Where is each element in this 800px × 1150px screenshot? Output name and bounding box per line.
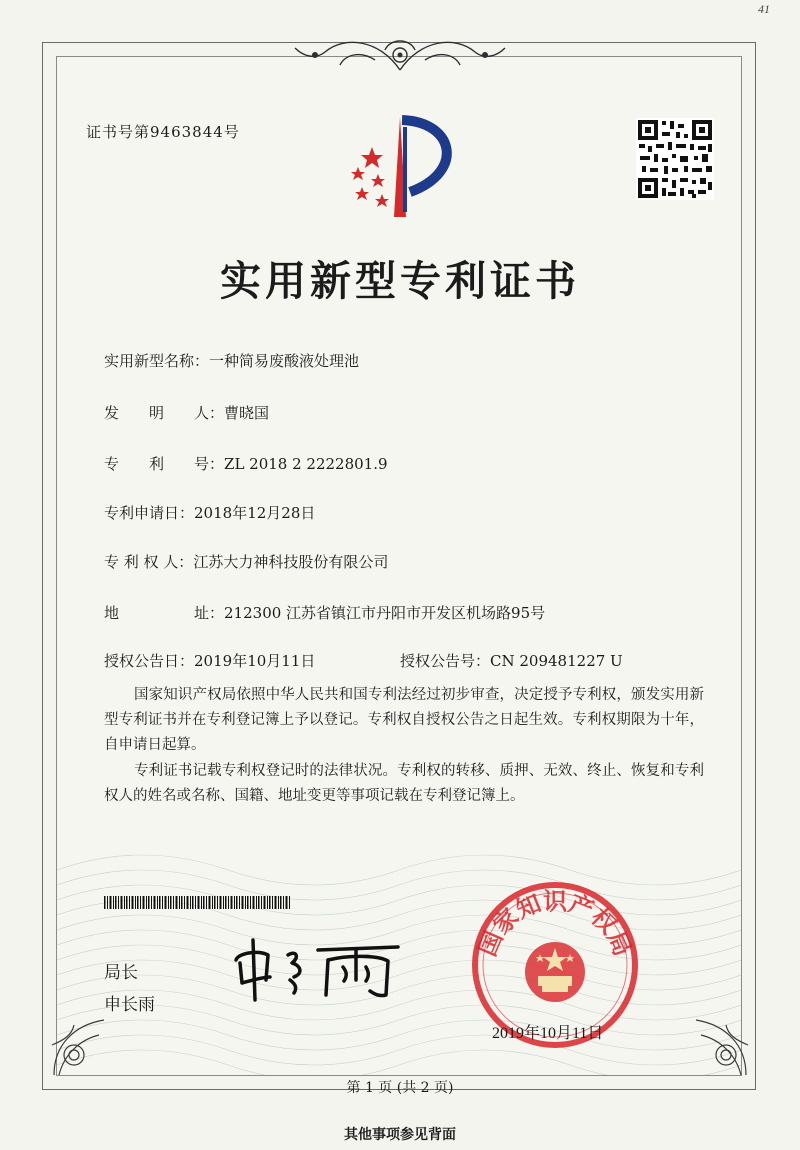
corner-ornament-left	[44, 1005, 124, 1085]
field-label: 发 明 人：	[104, 404, 225, 422]
field-label: 授权公告号：	[400, 652, 491, 670]
cnipa-logo	[330, 112, 470, 222]
page-number: 第 1 页 (共 2 页)	[346, 1080, 454, 1096]
field-label: 专 利 号：	[104, 455, 225, 473]
field-inventor	[104, 402, 269, 423]
field-label: 专 利 权 人：	[104, 553, 194, 571]
field-grant-date	[104, 650, 315, 671]
field-label: 地 址：	[104, 604, 225, 622]
signatory-name: 申长雨	[104, 995, 155, 1015]
seal-text: 国家知识产权局	[473, 887, 637, 961]
field-address	[104, 602, 545, 623]
paragraph-legal-status: 专利证书记载专利权登记时的法律状况。专利权的转移、质押、无效、终止、恢复和专利权人的姓名或名称、国籍、地址变更等事项记载在专利登记簿上。	[104, 763, 704, 804]
qr-code	[636, 118, 714, 200]
paragraph-grant-statement: 国家知识产权局依照中华人民共和国专利法经过初步审查，决定授予专利权，颁发实用新型专利证书并在专利登记簿上予以登记。专利权自授权公告之日起生效。专利权期限为十年，自申请日起算。	[104, 687, 704, 753]
field-utility-model-name	[104, 350, 359, 371]
signatory-title: 局长	[104, 963, 138, 983]
field-patent-number	[104, 453, 388, 474]
field-value: ZL 2018 2 2222801.9	[224, 455, 388, 473]
corner-ornament-right	[676, 1005, 756, 1085]
field-label: 授权公告日：	[104, 652, 195, 670]
field-value: 江苏大力神科技股份有限公司	[193, 553, 389, 571]
field-value: 2019年10月11日	[194, 652, 316, 670]
field-label: 实用新型名称：	[104, 352, 210, 370]
top-ornament	[285, 30, 515, 80]
field-label: 专利申请日：	[104, 504, 195, 522]
barcode	[104, 896, 290, 909]
field-value: CN 209481227 U	[490, 652, 623, 670]
field-value: 2018年12月28日	[194, 504, 316, 522]
handwritten-signature	[228, 925, 408, 1005]
field-value: 曹晓国	[224, 404, 270, 422]
footer-note: 其他事项参见背面	[344, 1127, 456, 1143]
field-value: 一种简易废酸液处理池	[209, 352, 360, 370]
seal-date: 2019年10月11日	[492, 1025, 604, 1042]
field-filing-date	[104, 502, 315, 523]
certificate-title: 实用新型专利证书	[220, 257, 580, 305]
field-value: 212300 江苏省镇江市丹阳市开发区机场路95号	[224, 604, 546, 622]
page-note: 41	[758, 2, 770, 16]
field-grant-number	[400, 650, 623, 671]
certificate-number: 证书号第9463844号	[86, 123, 240, 141]
field-patentee	[104, 551, 388, 572]
